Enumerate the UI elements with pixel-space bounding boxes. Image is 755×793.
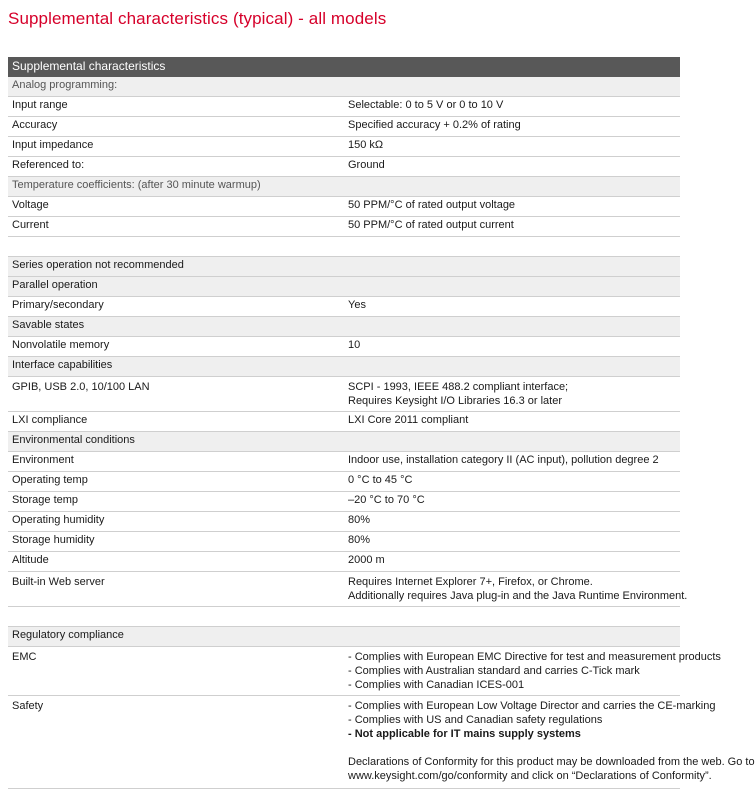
table-row: [8, 337, 680, 357]
row-label: Safety: [8, 696, 344, 789]
value-line: SCPI - 1993, IEEE 488.2 compliant interface;: [348, 381, 569, 393]
table-row: [8, 157, 680, 177]
table-row: [8, 532, 680, 552]
spacer: [8, 607, 680, 627]
table-row: [8, 297, 680, 317]
row-label: Altitude: [8, 552, 344, 572]
table-row: [8, 572, 680, 607]
section-heading: Environmental conditions: [8, 432, 680, 452]
row-value: 80%: [344, 532, 680, 552]
row-value: 50 PPM/°C of rated output voltage: [344, 197, 680, 217]
value-line: Requires Keysight I/O Libraries 16.3 or later: [348, 395, 562, 407]
row-label: Built-in Web server: [8, 572, 344, 607]
table-row: [8, 472, 680, 492]
value-line: - Complies with US and Canadian safety regulations: [348, 714, 603, 726]
row-label: EMC: [8, 647, 344, 696]
table-row: [8, 137, 680, 157]
section-savable-states: [8, 317, 680, 337]
row-value: Indoor use, installation category II (AC input), pollution degree 2: [344, 452, 680, 472]
section-temperature-coefficients: [8, 177, 680, 197]
table-row: [8, 117, 680, 137]
spec-table: [8, 57, 755, 789]
row-label: Current: [8, 217, 344, 237]
row-value: –20 °C to 70 °C: [344, 492, 680, 512]
section-environmental-conditions: [8, 432, 680, 452]
table-header: Supplemental characteristics: [8, 57, 680, 77]
value-line: - Complies with European Low Voltage Director and carries the CE-marking: [348, 700, 716, 712]
section-heading: Temperature coefficients: (after 30 minute warmup): [8, 177, 680, 197]
row-label: GPIB, USB 2.0, 10/100 LAN: [8, 377, 344, 412]
row-label: LXI compliance: [8, 412, 344, 432]
table-row: [8, 647, 680, 696]
spacer-row: [8, 607, 680, 627]
table-row: [8, 696, 680, 789]
value-line: - Complies with Canadian ICES-001: [348, 679, 525, 691]
conformity-note: www.keysight.com/go/conformity and click on “Declarations of Conformity”.: [348, 770, 712, 782]
row-label: Nonvolatile memory: [8, 337, 344, 357]
section-regulatory-compliance: [8, 627, 680, 647]
line-gap: [348, 741, 680, 755]
spacer-row: [8, 237, 680, 257]
value-line: - Complies with Australian standard and carries C-Tick mark: [348, 665, 640, 677]
row-value: 50 PPM/°C of rated output current: [344, 217, 680, 237]
row-label: Referenced to:: [8, 157, 344, 177]
table-row: [8, 552, 680, 572]
row-label: Input range: [8, 97, 344, 117]
table-row: [8, 377, 680, 412]
spacer: [8, 237, 680, 257]
row-value: [344, 696, 755, 789]
section-heading: Series operation not recommended: [8, 257, 680, 277]
section-heading: Savable states: [8, 317, 680, 337]
section-heading: Parallel operation: [8, 277, 680, 297]
table-header-row: [8, 57, 680, 77]
row-value: [344, 647, 721, 696]
row-value: [344, 572, 688, 607]
row-label: Storage temp: [8, 492, 344, 512]
row-value: [344, 377, 680, 412]
table-row: [8, 97, 680, 117]
row-label: Environment: [8, 452, 344, 472]
row-value: Yes: [344, 297, 680, 317]
table-row: [8, 217, 680, 237]
row-label: Input impedance: [8, 137, 344, 157]
value-line: Requires Internet Explorer 7+, Firefox, or Chrome.: [348, 576, 593, 588]
section-heading: Interface capabilities: [8, 357, 680, 377]
row-value: 2000 m: [344, 552, 680, 572]
section-parallel-operation: [8, 277, 680, 297]
section-heading: Analog programming:: [8, 77, 680, 97]
conformity-note: Declarations of Conformity for this product may be downloaded from the web. Go to: [348, 756, 755, 768]
row-label: Operating humidity: [8, 512, 344, 532]
table-row: [8, 412, 680, 432]
section-interface-capabilities: [8, 357, 680, 377]
table-row: [8, 452, 680, 472]
row-label: Accuracy: [8, 117, 344, 137]
row-value: 10: [344, 337, 680, 357]
row-value: 0 °C to 45 °C: [344, 472, 680, 492]
section-heading: Regulatory compliance: [8, 627, 680, 647]
row-label: Voltage: [8, 197, 344, 217]
row-value: Selectable: 0 to 5 V or 0 to 10 V: [344, 97, 680, 117]
page-title: Supplemental characteristics (typical) - all models: [8, 9, 387, 28]
table-row: [8, 512, 680, 532]
row-label: Operating temp: [8, 472, 344, 492]
section-analog-programming: [8, 77, 680, 97]
value-line: Additionally requires Java plug-in and the Java Runtime Environment.: [348, 590, 688, 602]
value-line-bold: - Not applicable for IT mains supply systems: [348, 728, 581, 740]
row-value: LXI Core 2011 compliant: [344, 412, 680, 432]
table-row: [8, 492, 680, 512]
row-value: 80%: [344, 512, 680, 532]
table-row: [8, 197, 680, 217]
row-label: Storage humidity: [8, 532, 344, 552]
row-value: Ground: [344, 157, 680, 177]
row-value: 150 kΩ: [344, 137, 680, 157]
row-label: Primary/secondary: [8, 297, 344, 317]
row-value: Specified accuracy + 0.2% of rating: [344, 117, 680, 137]
section-series-operation: [8, 257, 680, 277]
value-line: - Complies with European EMC Directive for test and measurement products: [348, 651, 721, 663]
